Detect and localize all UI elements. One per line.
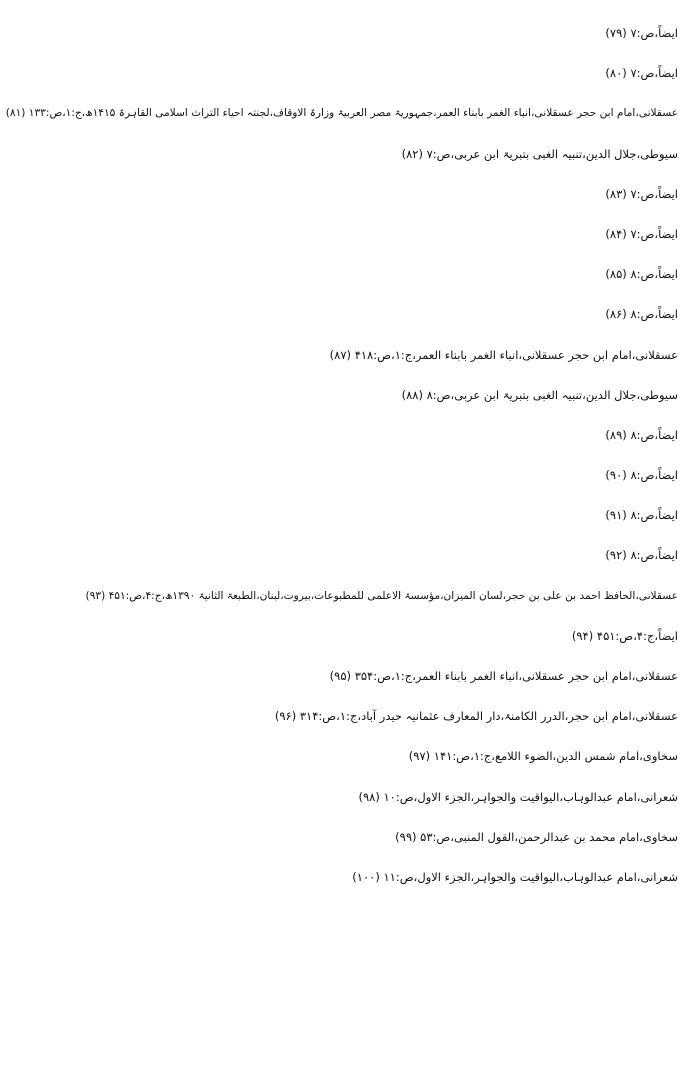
reference-line-86: ایضاً،ص:۸ (۸۶)	[605, 307, 678, 322]
reference-line-85: ایضاً،ص:۸ (۸۵)	[605, 267, 678, 282]
reference-line-87: عسقلانی،امام ابن حجر عسقلانی،انباء الغمر بابناء العمر،ج:۱،ص:۴۱۸ (۸۷)	[329, 347, 678, 362]
reference-line-79: ایضاً،ص:۷ (۷۹)	[605, 26, 678, 40]
reference-line-82: سیوطی،جلال الدین،تنبیہ الغبی بتبریۃ ابن عربی،ص:۷ (۸۲)	[401, 146, 678, 161]
reference-list	[5, 22, 678, 906]
reference-line-80: ایضاً،ص:۷ (۸۰)	[605, 66, 678, 81]
reference-line-91: ایضاً،ص:۸ (۹۱)	[605, 508, 678, 523]
reference-line-100: شعرانی،امام عبدالوہاب،الیواقیت والجواہر،الجزء الاول،ص:۱۱ (۱۰۰)	[352, 869, 678, 884]
reference-line-95: عسقلانی،امام ابن حجر عسقلانی،انباء الغمر بابناء العمر،ج:۱،ص:۳۵۴ (۹۵)	[329, 669, 678, 683]
reference-line-93: عسقلانی،الحافظ احمد بن علی بن حجر،لسان المیزان،مؤسسۃ الاعلمی للمطبوعات،بیروت،لبنان،الطبعۃ الثانیۃ ۱۳۹۰ھ،ج:۴،ص:۴۵۱ (۹۳)	[85, 589, 678, 602]
reference-line-98: شعرانی،امام عبدالوہاب،الیواقیت والجواہر،الجزء الاول،ص:۱۰ (۹۸)	[358, 789, 678, 804]
reference-line-96: عسقلانی،امام ابن حجر،الدرر الکامنۃ،دار المعارف عثمانیہ حیدر آباد،ج:۱،ص:۳۱۴ (۹۶)	[274, 709, 678, 724]
reference-line-92: ایضاً،ص:۸ (۹۲)	[605, 548, 678, 563]
reference-line-88: سیوطی،جلال الدین،تنبیہ الغبی بتبریۃ ابن عربی،ص:۸ (۸۸)	[401, 387, 678, 402]
reference-line-89: ایضاً،ص:۸ (۸۹)	[605, 427, 678, 442]
reference-line-83: ایضاً،ص:۷ (۸۳)	[605, 186, 678, 201]
reference-line-99: سخاوی،امام محمد بن عبدالرحمن،القول المنبی،ص:۵۳ (۹۹)	[395, 829, 678, 844]
reference-line-81: عسقلانی،امام ابن حجر عسقلانی،انباء الغمر بابناء العمر،جمہوریۃ مصر العربیۃ وزارۃ الاوقاف،لجنتہ احیاء التراث اسلامی القاہرۃ ۱۴۱۵ھ،ج:۱،ص:۱۳۳ (۸۱)	[5, 107, 678, 120]
reference-line-84: ایضاً،ص:۷ (۸۴)	[605, 226, 678, 241]
reference-line-97: سخاوی،امام شمس الدین،الضوء اللامع،ج:۱،ص:۱۴۱ (۹۷)	[408, 749, 678, 764]
reference-line-94: ایضاً،ج:۴،ص:۴۵۱ (۹۴)	[571, 628, 678, 643]
reference-line-90: ایضاً،ص:۸ (۹۰)	[605, 468, 678, 483]
